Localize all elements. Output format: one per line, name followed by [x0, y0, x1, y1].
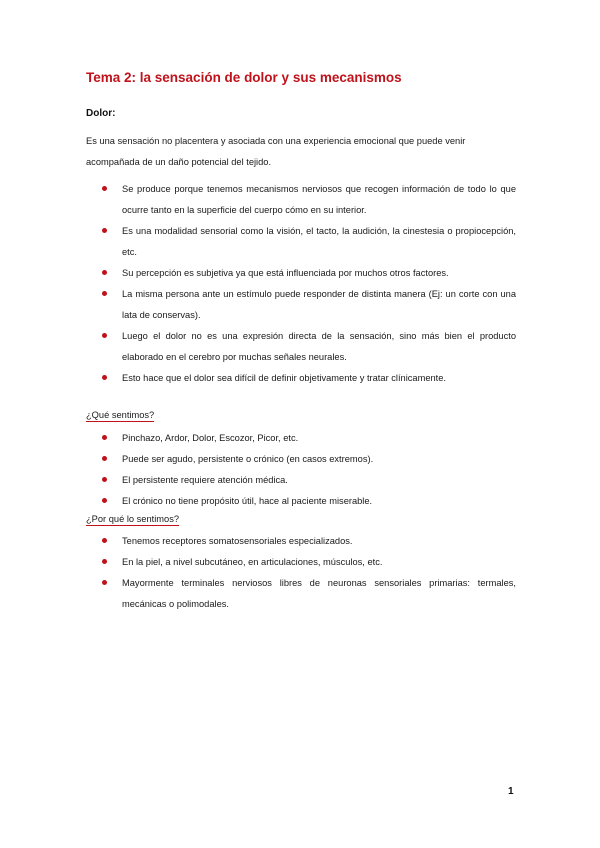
- bullet-icon: [102, 477, 107, 482]
- bullet-icon: [102, 228, 107, 233]
- page-number: 1: [508, 786, 514, 797]
- list-item: La misma persona ante un estímulo puede responder de distinta manera (Ej: un corte con una lata de conservas).: [86, 284, 516, 326]
- list-item: Puede ser agudo, persistente o crónico (en casos extremos).: [86, 449, 516, 470]
- subheading-por-que-sentimos: ¿Por qué lo sentimos?: [86, 514, 180, 524]
- list-item: Esto hace que el dolor sea difícil de definir objetivamente y tratar clínicamente.: [86, 368, 516, 389]
- document-title: Tema 2: la sensación de dolor y sus mecanismos: [86, 70, 402, 85]
- bullet-icon: [102, 559, 107, 564]
- subheading-underline: [86, 525, 179, 526]
- que-sentimos-bullet-list: [86, 428, 516, 512]
- intro-paragraph: Es una sensación no placentera y asociada con una experiencia emocional que puede venir acompañada de un daño potencial del tejido.: [86, 136, 466, 167]
- bullet-icon: [102, 538, 107, 543]
- bullet-icon: [102, 456, 107, 461]
- por-que-sentimos-bullet-list: [86, 531, 516, 615]
- list-item: Mayormente terminales nerviosos libres de neuronas sensoriales primarias: termales, mecánicas o polimodales.: [86, 573, 516, 615]
- bullet-icon: [102, 435, 107, 440]
- bullet-icon: [102, 333, 107, 338]
- subheading-que-sentimos: ¿Qué sentimos?: [86, 410, 155, 420]
- list-item: El crónico no tiene propósito útil, hace al paciente miserable.: [86, 491, 516, 512]
- bullet-icon: [102, 186, 107, 191]
- list-item: El persistente requiere atención médica.: [86, 470, 516, 491]
- subheading-underline: [86, 421, 154, 422]
- list-item: Tenemos receptores somatosensoriales especializados.: [86, 531, 516, 552]
- bullet-icon: [102, 291, 107, 296]
- list-item: Su percepción es subjetiva ya que está influenciada por muchos otros factores.: [86, 263, 516, 284]
- bullet-icon: [102, 375, 107, 380]
- list-item: Se produce porque tenemos mecanismos nerviosos que recogen información de todo lo que ocurre tanto en la superficie del cuerpo cómo en su interior.: [86, 179, 516, 221]
- bullet-icon: [102, 498, 107, 503]
- bullet-icon: [102, 270, 107, 275]
- list-item: Luego el dolor no es una expresión directa de la sensación, sino más bien el producto elaborado en el cerebro por muchas señales neurales.: [86, 326, 516, 368]
- bullet-icon: [102, 580, 107, 585]
- list-item: En la piel, a nivel subcutáneo, en articulaciones, músculos, etc.: [86, 552, 516, 573]
- list-item: Es una modalidad sensorial como la visión, el tacto, la audición, la cinestesia o propiocepción, etc.: [86, 221, 516, 263]
- dolor-bullet-list: [86, 179, 516, 389]
- list-item: Pinchazo, Ardor, Dolor, Escozor, Picor, etc.: [86, 428, 516, 449]
- section-heading: Dolor:: [86, 108, 116, 119]
